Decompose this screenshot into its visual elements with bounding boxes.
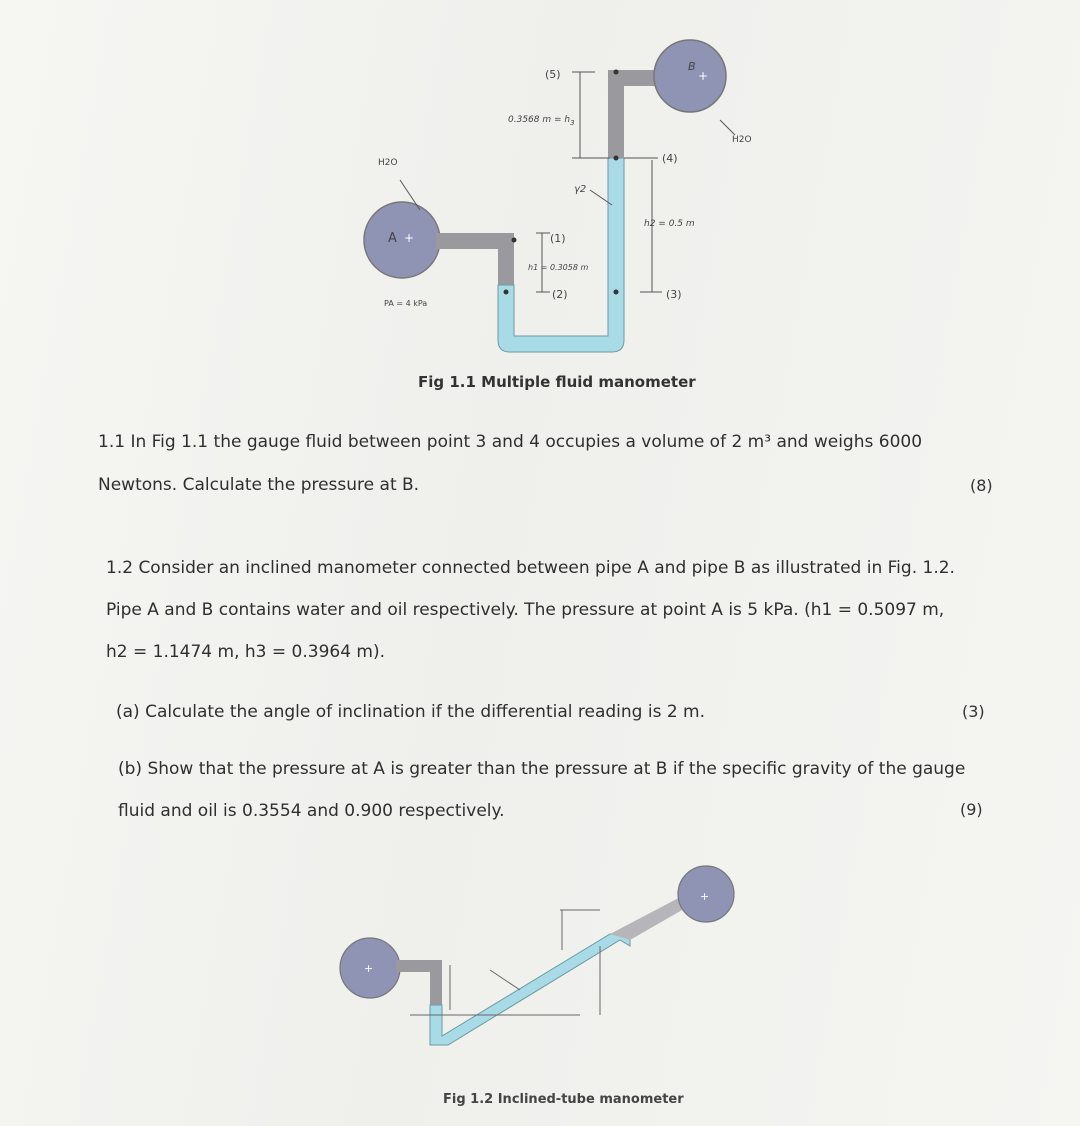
label-point-4: (4) <box>662 152 678 165</box>
label-h2: h2 = 0.5 m <box>644 219 695 229</box>
pipe-left-vertical-upper <box>498 233 514 293</box>
q1-1-line-2: Newtons. Calculate the pressure at B. <box>98 475 420 495</box>
q1-1-marks: (8) <box>970 476 993 495</box>
figure-1-1-multiple-fluid-manometer <box>340 30 780 370</box>
point-5-dot <box>614 70 619 75</box>
label-point-5: (5) <box>545 68 561 81</box>
q1-2b-line-1: (b) Show that the pressure at A is greater than the pressure at B if the specific gravity of the gauge <box>118 759 966 779</box>
q1-2-line-2: Pipe A and B contains water and oil respectively. The pressure at point A is 5 kPa. (h1 = 0.5097 m, <box>106 600 945 620</box>
point-1-dot <box>512 238 517 243</box>
q1-2a-text: (a) Calculate the angle of inclination if the differential reading is 2 m. <box>116 702 706 722</box>
label-h3: 0.3568 $m = h_3$ <box>508 115 575 127</box>
plus-a-icon: + <box>404 231 415 245</box>
figure-1-2-inclined-tube-manometer <box>330 850 750 1070</box>
label-a: A <box>388 231 397 246</box>
q1-1-line-1: 1.1 In Fig 1.1 the gauge fluid between point 3 and 4 occupies a volume of 2 m³ and weighs 6000 <box>98 432 923 452</box>
figure-1-2-caption: Fig 1.2 Inclined-tube manometer <box>443 1092 684 1107</box>
label-point-3: (3) <box>666 288 682 301</box>
leader-h2o-right <box>720 120 735 135</box>
q1-2b-marks: (9) <box>960 800 983 819</box>
figure-1-1-caption: Fig 1.1 Multiple fluid manometer <box>418 373 696 391</box>
point-2-dot <box>504 290 509 295</box>
label-pa: PA = 4 kPa <box>384 299 428 308</box>
q1-2-line-3: h2 = 1.1474 m, h3 = 0.3964 m). <box>106 642 386 662</box>
plus-b-icon: + <box>698 69 709 83</box>
label-b: B <box>688 60 696 73</box>
point-4-dot <box>614 156 619 161</box>
plus-a2-icon: + <box>364 962 374 975</box>
plus-b2-icon: + <box>700 890 710 903</box>
label-h1: h1 = 0.3058 m <box>528 263 589 272</box>
u-tube-gauge-fluid <box>498 158 624 352</box>
tank-a <box>364 202 440 278</box>
label-point-1: (1) <box>550 232 566 245</box>
q1-2-line-1: 1.2 Consider an inclined manometer connected between pipe A and pipe B as illustrated in Fig. 1.2. <box>106 558 955 578</box>
label-h2o-left: H2O <box>378 158 398 168</box>
label-h2o-right: H2O <box>732 135 752 145</box>
fig2-leader-angle <box>490 970 520 990</box>
tank-b <box>654 40 726 112</box>
label-gamma2: γ2 <box>574 184 587 195</box>
pipe-a-down <box>430 960 442 1010</box>
q1-2a-marks: (3) <box>962 702 985 721</box>
q1-2b-line-2: fluid and oil is 0.3554 and 0.900 respectively. <box>118 801 505 821</box>
point-3-dot <box>614 290 619 295</box>
label-point-2: (2) <box>552 288 568 301</box>
